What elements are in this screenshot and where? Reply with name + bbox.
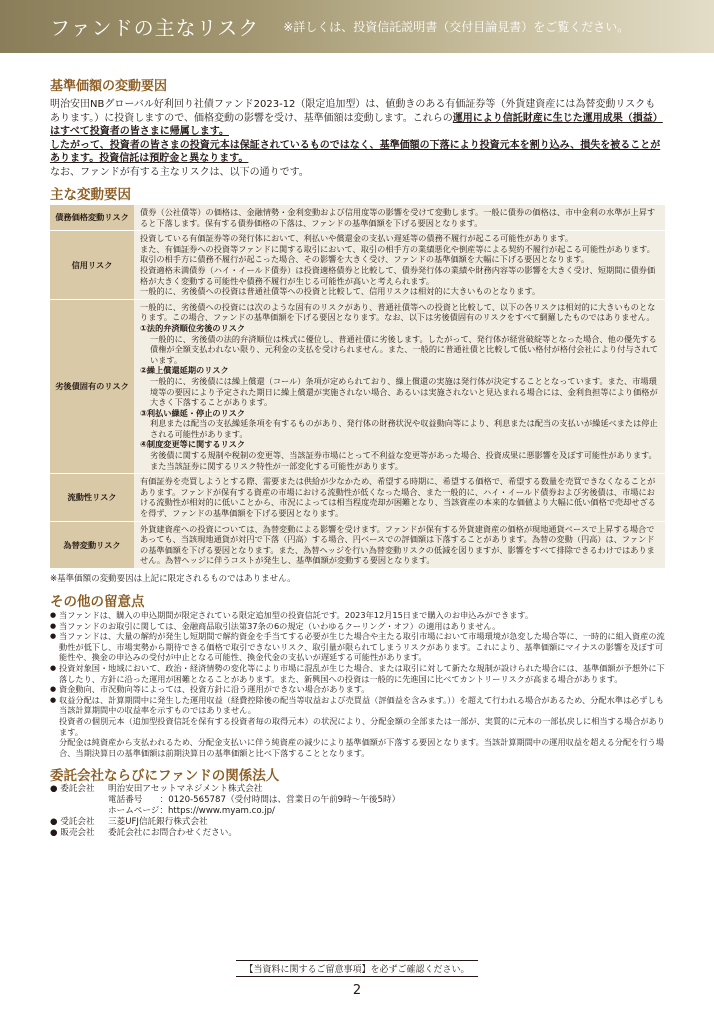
risk-row xyxy=(50,299,665,474)
related-row xyxy=(50,795,400,806)
risk-subtext: 一般的に、劣後債には繰上償還（コール）条項が定められており、繰上償還の実施は発行体が決定することとなっています。また、市場環境等の要因により予定された期日に繰上償還が実施されない場合、あるいは実施されないと見込まれる場合には、金利負担等により価格が大きく下落することがあります。 xyxy=(150,375,658,408)
risk-label: 債務価格変動リスク xyxy=(50,205,134,231)
base-paragraph-2 xyxy=(50,139,665,166)
risk-label: 劣後債固有のリスク xyxy=(50,299,134,474)
notes-section-title: その他の留意点 xyxy=(50,594,145,610)
seller-label: 販売会社 xyxy=(60,828,95,839)
risk-desc-intro: 一般的に、劣後債への投資には次のような固有のリスクがあり、普通社債等への投資と比較して、以下の各リスクは相対的に大きいものとなります。この場合、ファンドの基準価額を下げる要因となります。なお、以下は劣後債固有のリスクをすべて網羅したものではありません。 xyxy=(140,301,656,323)
risk-row xyxy=(50,474,665,521)
main-content xyxy=(50,78,665,839)
risk-desc xyxy=(134,231,665,300)
list-item: ● 資金動向、市況動向等によっては、投資方針に沿う運用ができない場合があります。 xyxy=(50,684,665,695)
base-p1: 明治安田NBグローバル好利回り社債ファンド2023-12（限定追加型）は、値動きのある有価証券等（外貨建資産には為替変動リスクもあります。）に投資しますので、価格変動の影響を受け、基準価額は変動します。これらの xyxy=(50,99,656,124)
risk-desc-line: 一般的に、劣後債への投資は普通社債等への投資と比較して、信用リスクは相対的に大きいものとなります。 xyxy=(140,286,541,297)
related-table xyxy=(50,784,400,839)
related-value xyxy=(108,795,400,806)
footer-notice-text: 【当資料に関するご留意事項】を必ずご確認ください。 xyxy=(236,960,477,977)
risk-footnote: ※基準価額の変動要因は上記に限定されるものではありません。 xyxy=(50,574,296,584)
page-header xyxy=(0,0,714,53)
list-item: ● 当ファンドは、購入の申込期間が限定されている限定追加型の投資信託です。2023年12月15日まで購入のお申込みができます。 xyxy=(50,610,665,621)
base-p2-underlined: したがって、投資者の皆さまの投資元本は保証されているものではなく、基準価額の下落により投資元本を割り込み、損失を被ることがあります。投資信託は預貯金と異なります。 xyxy=(50,139,661,164)
list-item: ● 投資対象国・地域において、政治・経済情勢の変化等により市場に混乱が生じた場合、または取引に対して新たな規制が設けられた場合には、基準価額が予想外に下落したり、方針に沿った運用が困難となることがあります。また、新興国への投資は一般的に先進国に比べてカントリーリスクが高まる場合があります。 xyxy=(50,663,665,684)
risk-desc: 有価証券を売買しようとする際、需要または供給が少なかため、希望する時期に、希望する価格で、希望する数量を売買できなくなることがあります。ファンドが保有する資産の市場における流動性が低くなった場合、また一般的に、ハイ・イールド債券および劣後債は、市場における流動性が相対的に低いことから、市況によっては相当程度売却が困難となり、当該資産の本来的な価値より大幅に低い価格で売却せざるを得ず、ファンドの基準価額を下げる要因となります。 xyxy=(134,474,665,521)
risk-label: 流動性リスク xyxy=(50,474,134,521)
related-row xyxy=(50,828,400,839)
risk-desc: 外貨建資産への投資については、為替変動による影響を受けます。ファンドが保有する外貨建資産の価格が現地通貨ベースで上昇する場合であっても、当該現地通貨が対円で下落（円高）する場合、円ベースでの評価額は下落することがあります。為替の変動（円高）は、ファンドの基準価額を下げる要因となります。また、為替ヘッジを行い為替変動リスクの低減を図りますが、影響をすべて排除できるわけではありません。為替ヘッジに伴うコストが発生し、基準価額が変動する要因となります。 xyxy=(134,521,665,568)
base-p3: なお、ファンドが有する主なリスクは、以下の通りです。 xyxy=(50,166,309,178)
homepage-link[interactable]: ホームページ：https://www.myam.co.jp/ xyxy=(108,806,275,817)
list-item: ● 当ファンドは、大量の解約が発生し短期間で解約資金を手当てする必要が生じた場合や主たる取引市場において市場環境が急変した場合等に、一時的に組入資産の流動性が低下し、市場実勢から期待できる価格で取引できないリスク、取引量が限られてしまうリスクがあります。これにより、基準価額にマイナスの影響を及ぼす可能性や、換金の申込みの受付が中止となる可能性、換金代金の支払いが遅延する可能性があります。 xyxy=(50,631,665,663)
related-value: 明治安田アセットマネジメント株式会社 xyxy=(108,784,263,795)
page-title: ファンドの主なリスク xyxy=(50,16,260,40)
risk-subheading: ①法的弁済順位劣後のリスク xyxy=(140,322,246,333)
related-value: 三菱UFJ信託銀行株式会社 xyxy=(108,817,208,828)
related-row xyxy=(50,806,400,817)
trustee-label: 委託会社 xyxy=(60,784,95,795)
related-label: ● 受託会社 xyxy=(50,817,95,828)
risk-row xyxy=(50,521,665,568)
header-note: ※詳しくは、投資信託説明書（交付目論見書）をご覧ください。 xyxy=(283,20,630,34)
phone-value: ：0120-565787（受付時間は、営業日の午前9時〜午後5時） xyxy=(159,795,401,806)
risk-subheading: ④制度変更等に関するリスク xyxy=(140,439,246,450)
risk-subheading: ③利払い繰延・停止のリスク xyxy=(140,407,246,418)
risk-subtext: 一般的に、劣後債の法的弁済順位は株式に優位し、普通社債に劣後します。したがって、発行体が経営破綻等となった場合、他の優先する債権が全額支払われない限り、元利金の支払を受けられません。また、一般的に普通社債と比較して低い格付が格付会社により付与されています。 xyxy=(150,333,659,365)
related-label: ● 販売会社 xyxy=(50,828,95,839)
risks-section-title: 主な変動要因 xyxy=(50,187,131,203)
related-label: ● 委託会社 xyxy=(50,784,95,795)
custodian-label: 受託会社 xyxy=(60,817,95,828)
risk-desc-line: また、有価証券への投資等ファンドに関する取引において、取引の相手方の業績悪化や倒産等による契約不履行が起こる可能性があります。取引の相手方に債務不履行が起こった場合、その影響を大きく受け、ファンドの基準価額を大幅に下げる要因となります。 xyxy=(140,243,655,265)
footer-notice xyxy=(0,960,714,977)
base-p1-underlined: 運用により信託財産に生じた運用成果（損益）はすべて投資者の皆さまに帰属します。 xyxy=(50,112,663,137)
page-number: 2 xyxy=(352,983,362,998)
risk-subtext: 劣後債に関する規制や税制の変更等、当該証券市場にとって不利益な変更等があった場合、投資成果に悪影響を及ぼす可能性があります。また当該証券に関するリスク特性が一部変化する可能性があります。 xyxy=(150,450,657,471)
risk-label: 為替変動リスク xyxy=(50,521,134,568)
related-value: 委託会社にお問合わせください。 xyxy=(108,828,237,839)
risk-subheading: ②繰上償還延期のリスク xyxy=(140,365,229,376)
risk-row xyxy=(50,231,665,300)
risk-desc-line: 投資している有価証券等の発行体において、利払いや償還金の支払い遅延等の債務不履行が起こる可能性があります。 xyxy=(140,233,574,244)
risk-desc: 債券（公社債等）の価格は、金融情勢・金利変動および信用度等の影響を受けて変動します。一般に債券の価格は、市中金利の水準が上昇すると下落します。保有する債券価格の下落は、ファンドの基準価額を下げる要因となります。 xyxy=(134,205,665,231)
risk-desc xyxy=(134,299,665,474)
notes-list xyxy=(50,610,665,716)
phone-label: 電話番号 xyxy=(108,795,143,806)
notes-continuation: 分配金は純資産から支払われるため、分配金支払いに伴う純資産の減少により基準価額が下落する要因となります。当該計算期間中の運用収益を超える分配を行う場合、当期決算日の基準価額は前期決算日の基準価額と比べ下落することとなります。 xyxy=(59,737,664,758)
risk-subtext: 利息または配当の支払繰延条項を有するものがあり、発行体の財務状況や収益動向等により、利息または配当の支払いが繰延べまたは停止される可能性があります。 xyxy=(150,418,658,439)
base-section-title: 基準価額の変動要因 xyxy=(50,79,168,94)
list-item: ● 収益分配は、計算期間中に発生した運用収益（経費控除後の配当等収益および売買益（評価益を含みます。））を超えて行われる場合があるため、分配水準は必ずしも当該計算期間中の収益率を示すものではありません。 xyxy=(50,695,665,716)
risk-label: 信用リスク xyxy=(50,231,134,300)
related-row xyxy=(50,817,400,828)
risk-row xyxy=(50,205,665,231)
list-item: ● 当ファンドのお取引に関しては、金融商品取引法第37条の6の規定（いわゆるクーリング・オフ）の適用はありません。 xyxy=(50,621,665,632)
risk-desc-line: 投資適格未満債券（ハイ・イールド債券）は投資適格債券と比較して、債券発行体の業績や財務内容等の影響を大きく受け、短期間に債券価格が大きく変動する可能性や債務不履行が生じる可能性が高いと考えられます。 xyxy=(140,264,656,286)
related-section-title: 委託会社ならびにファンドの関係法人 xyxy=(50,768,280,785)
risk-table xyxy=(50,205,665,569)
base-paragraph xyxy=(50,98,665,139)
related-row xyxy=(50,784,400,795)
notes-continuation: 投資者の個別元本（追加型投資信託を保有する投資者毎の取得元本）の状況により、分配金額の全部または一部が、実質的に元本の一部払戻しに相当する場合があります。 xyxy=(59,715,665,737)
